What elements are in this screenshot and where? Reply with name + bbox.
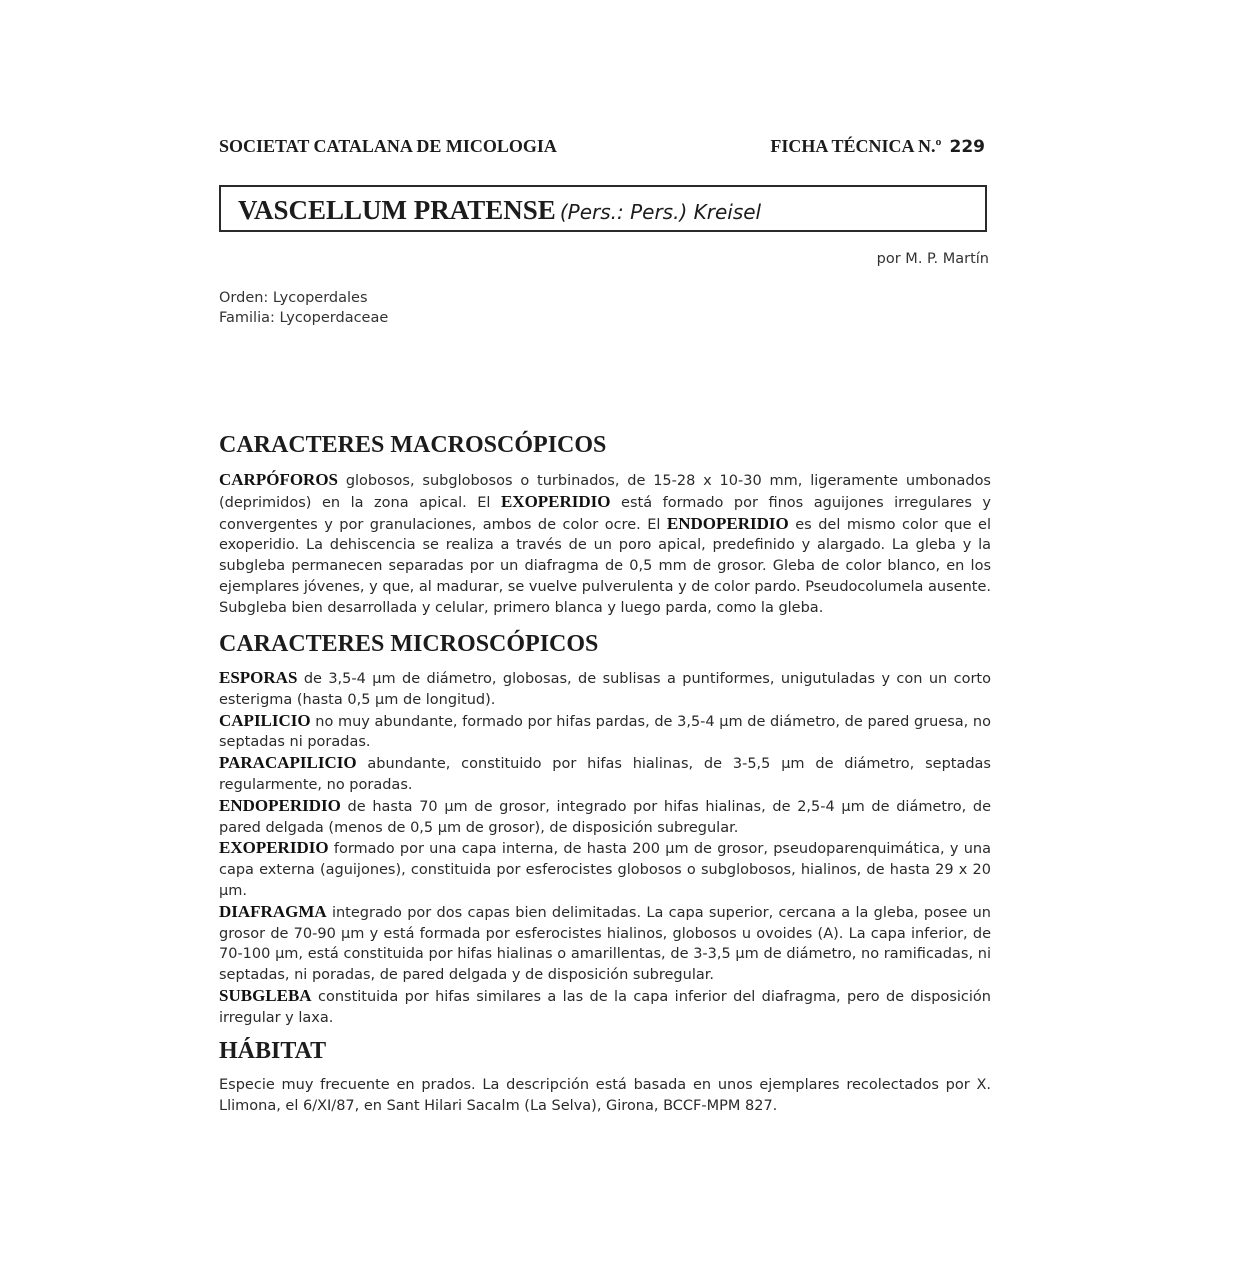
species-title: [238, 195, 761, 226]
micro-text: de hasta 70 µm de grosor, integrado por hifas hialinas, de 2,5-4 µm de diámetro, de pared delgada (menos de 0,5 µm de grosor), de disposición subregular.: [219, 798, 991, 836]
habitat-paragraph: [219, 1075, 991, 1117]
micro-text: constituida por hifas similares a las de la capa inferior del diafragma, pero de disposición irregular y laxa.: [219, 988, 991, 1026]
micro-paragraphs: [219, 668, 991, 1029]
species-name: VASCELLUM PRATENSE: [238, 195, 556, 225]
micro-text: no muy abundante, formado por hifas pardas, de 3,5-4 µm de diámetro, de pared gruesa, no septadas ni poradas.: [219, 713, 991, 751]
macro-text-2: está formado por finos aguijones irregulares y convergentes y por granulaciones, ambos de color ocre. El: [219, 494, 991, 533]
micro-item: [219, 668, 991, 711]
endoperidio-keyword: ENDOPERIDIO: [666, 513, 789, 533]
exoperidio-keyword: EXOPERIDIO: [500, 491, 611, 511]
ficha-label-text: FICHA TÉCNICA N.º: [770, 136, 942, 156]
micro-keyword: SUBGLEBA: [219, 985, 312, 1005]
taxonomy-block: [219, 288, 388, 328]
habitat-heading: HÁBITAT: [219, 1038, 327, 1064]
orden-line: Orden: Lycoperdales: [219, 290, 368, 306]
micro-keyword: ESPORAS: [219, 668, 298, 687]
micro-text: abundante, constituido por hifas hialinas, de 3-5,5 µm de diámetro, septadas regularmente, no poradas.: [219, 756, 991, 793]
species-authority: (Pers.: Pers.) Kreisel: [559, 200, 762, 224]
micro-keyword: EXOPERIDIO: [219, 838, 329, 858]
micro-text: integrado por dos capas bien delimitadas. La capa superior, cercana a la gleba, posee un grosor de 70-90 µm y está formada por esferocistes hialinos, globosos u ovoides (A). La capa inferior, de 70-100 µm, está constituida por hifas hialinas o amarillentas, de 3-3,5 µm de diámetro, no ramificadas, ni septadas, ni poradas, de pared delgada y de disposición subregular.: [219, 904, 991, 984]
ficha-number: 229: [949, 137, 985, 157]
society-name: SOCIETAT CATALANA DE MICOLOGIA: [219, 136, 557, 156]
page-header: [219, 136, 991, 160]
micro-keyword: DIAFRAGMA: [219, 901, 327, 921]
macro-text-1: globosos, subglobosos o turbinados, de 15-28 x 10-30 mm, ligeramente umbonados (deprimidos) en la zona apical. El: [219, 473, 991, 511]
micro-item: [219, 902, 991, 986]
micro-keyword: PARACAPILICIO: [219, 753, 357, 773]
macro-text-3: es del mismo color que el exoperidio. La dehiscencia se realiza a través de un poro apical, predefinido y alargado. La gleba y la subgleba permanecen separadas por un diafragma de 0,5 mm de grosor. Gleba de color blanco, en los ejemplares jóvenes, y que, al madurar, se vuelve pulverulenta y de color pardo. Pseudocolumela ausente. Subgleba bien desarrollada y celular, primero blanca y luego parda, como la gleba.: [219, 516, 992, 616]
micro-keyword: CAPILICIO: [219, 710, 311, 730]
macro-paragraph: [219, 470, 991, 619]
habitat-text: Especie muy frecuente en prados. La descripción está basada en unos ejemplares recolectados por X. Llimona, el 6/XI/87, en Sant Hilari Sacalm (La Selva), Girona, BCCF-MPM 827.: [219, 1077, 991, 1114]
carpoforos-keyword: CARPÓFOROS: [219, 470, 338, 489]
micro-item: [219, 838, 991, 901]
micro-text: de 3,5-4 µm de diámetro, globosas, de sublisas a puntiformes, unigutuladas y con un corto esterigma (hasta 0,5 µm de longitud).: [219, 671, 991, 708]
title-box: [219, 185, 987, 232]
micro-heading: CARACTERES MICROSCÓPICOS: [219, 631, 599, 657]
micro-item: [219, 796, 991, 839]
micro-keyword: ENDOPERIDIO: [219, 795, 341, 815]
micro-text: formado por una capa interna, de hasta 200 µm de grosor, pseudoparenquimática, y una capa externa (aguijones), constituida por esferocistes globosos o subglobosos, hialinos, de hasta 29 x 20 µm.: [219, 841, 991, 899]
micro-item: [219, 986, 991, 1029]
author-line: por M. P. Martín: [876, 251, 989, 267]
micro-item: [219, 753, 991, 796]
micro-item: [219, 711, 991, 754]
ficha-label: [770, 136, 985, 157]
familia-line: Familia: Lycoperdaceae: [219, 310, 389, 326]
macro-heading: CARACTERES MACROSCÓPICOS: [219, 432, 607, 458]
